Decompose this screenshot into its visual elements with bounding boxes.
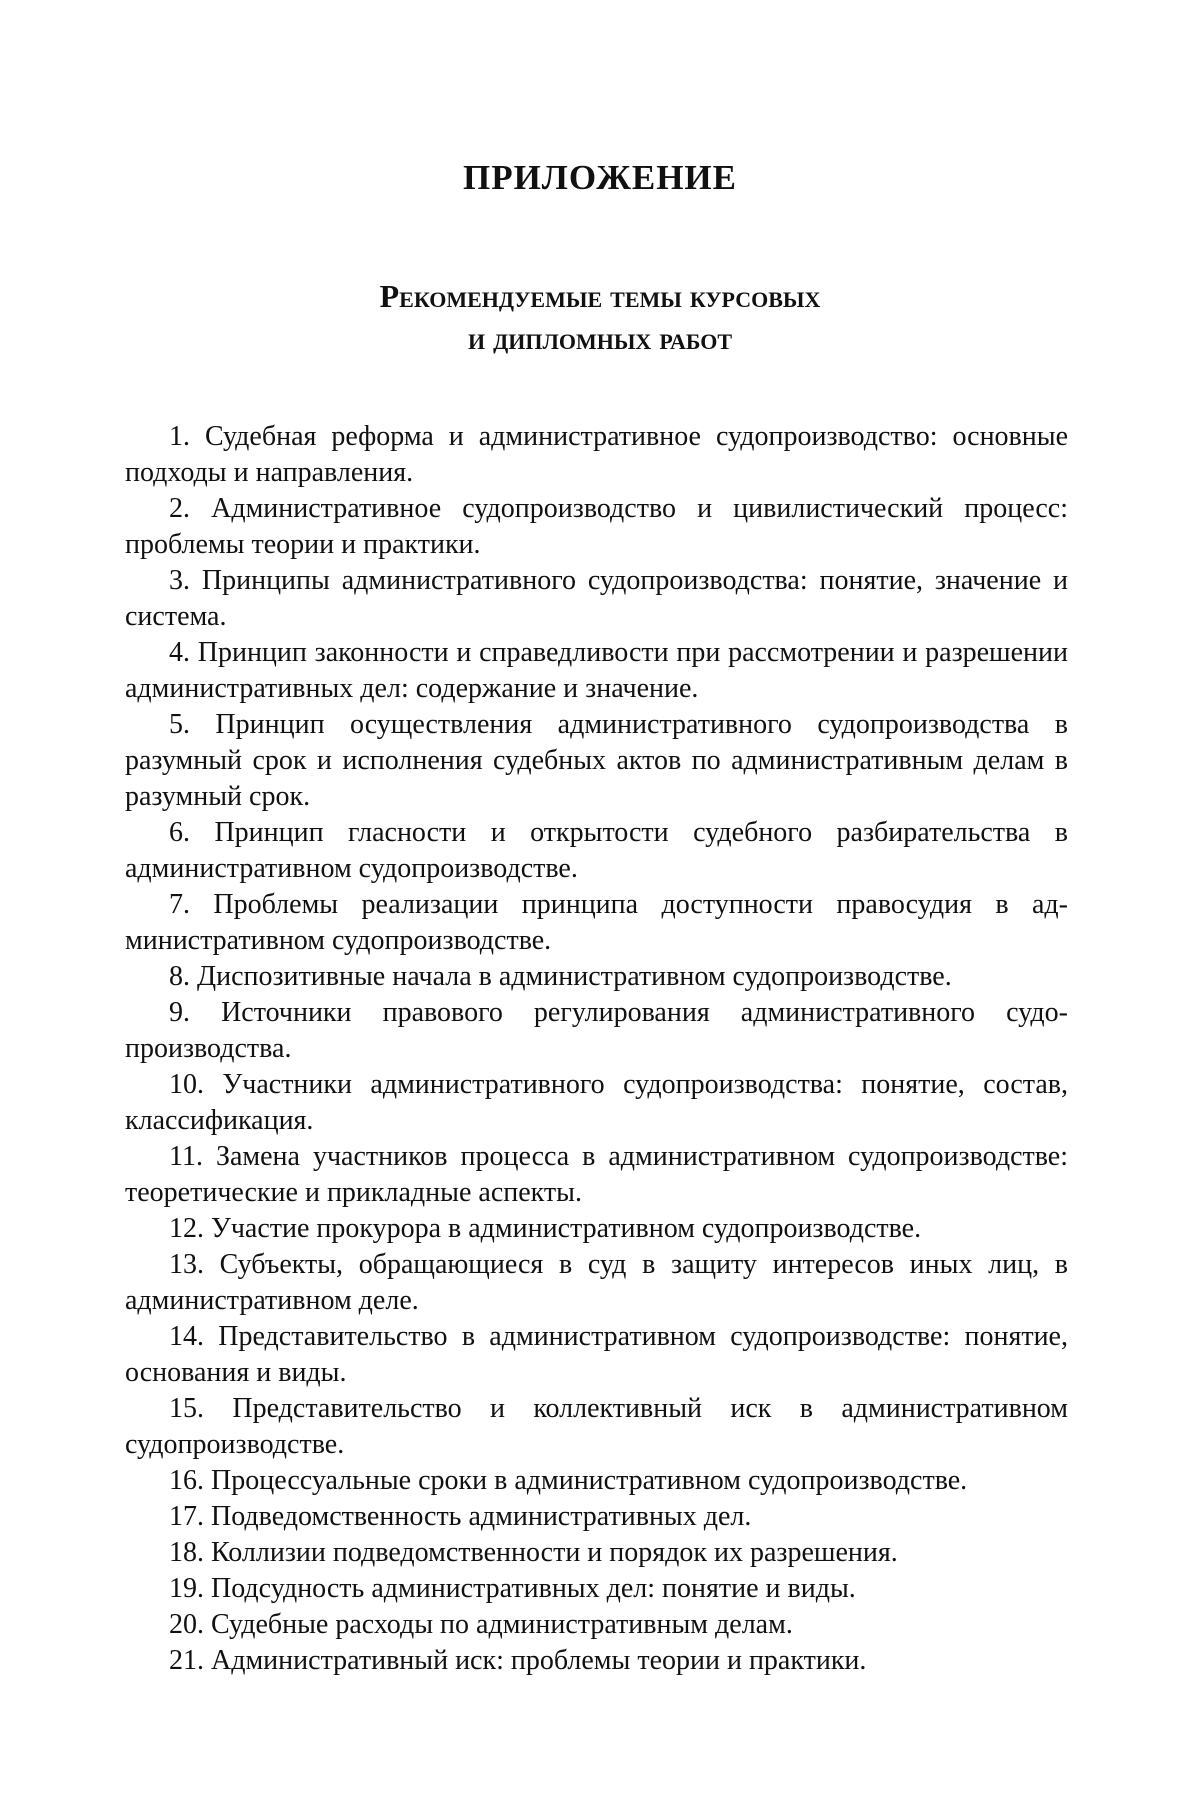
topic-item-17: 17. Подведомственность административных дел.: [169, 1501, 752, 1532]
topic-item-12: 12. Участие прокурора в административном судопроизводстве.: [169, 1213, 922, 1244]
topic-item-13: 13. Субъекты, обращающиеся в суд в защиту интересов иных лиц, в административном деле.: [125, 1249, 1068, 1316]
subtitle-line-1: Рекомендуемые темы курсовых: [379, 278, 821, 314]
subtitle-line-2: и дипломных работ: [467, 320, 733, 356]
topic-item-18: 18. Коллизии подведомственности и порядок их разрешения.: [169, 1537, 898, 1568]
topic-item-2: 2. Административное судопроизводство и цивилистический процесс: проблемы теории и практики.: [125, 493, 1068, 560]
topic-item-14: 14. Представительство в административном судопроизводстве: понятие, основания и виды.: [125, 1321, 1068, 1388]
section-subtitle: [0, 275, 1200, 359]
topic-item-1: 1. Судебная реформа и административное судопроизводство: основные подходы и направления.: [125, 421, 1068, 488]
page-title: ПРИЛОЖЕНИЕ: [462, 158, 737, 197]
topic-item-15: 15. Представительство и коллективный иск в административном судопроизводстве.: [125, 1393, 1068, 1460]
topic-item-6: 6. Принцип гласности и открытости судебного разбирательства в административном судопроизводстве.: [125, 817, 1068, 884]
topic-item-19: 19. Подсудность административных дел: понятие и виды.: [169, 1573, 856, 1604]
topics-list: [125, 419, 1068, 1679]
topic-item-10: 10. Участники административного судопроизводства: понятие, состав, классификация.: [125, 1069, 1068, 1136]
topic-item-4: 4. Принцип законности и справедливости при рассмотрении и разрешении административных дел: содержание и значение.: [125, 637, 1068, 704]
topic-item-9: 9. Источники правового регулирования административного судопроизводства.: [125, 997, 1068, 1064]
topic-item-16: 16. Процессуальные сроки в административном судопроизводстве.: [169, 1465, 968, 1496]
topic-item-11: 11. Замена участников процесса в административном судопроизводстве: теоретические и прикладные аспекты.: [125, 1141, 1068, 1208]
topic-item-20: 20. Судебные расходы по административным делам.: [169, 1609, 793, 1640]
topic-item-21: 21. Административный иск: проблемы теории и практики.: [169, 1645, 867, 1676]
topic-item-3: 3. Принципы административного судопроизводства: понятие, значение и система.: [125, 565, 1068, 632]
topic-item-8: 8. Диспозитивные начала в административном судопроизводстве.: [169, 961, 952, 992]
topic-item-7: 7. Проблемы реализации принципа доступности правосудия в административном судопроизводстве.: [125, 889, 1068, 956]
topic-item-5: 5. Принцип осуществления административного судопроизводства в разумный срок и исполнения судебных актов по административным делам в разумный срок.: [125, 709, 1068, 812]
